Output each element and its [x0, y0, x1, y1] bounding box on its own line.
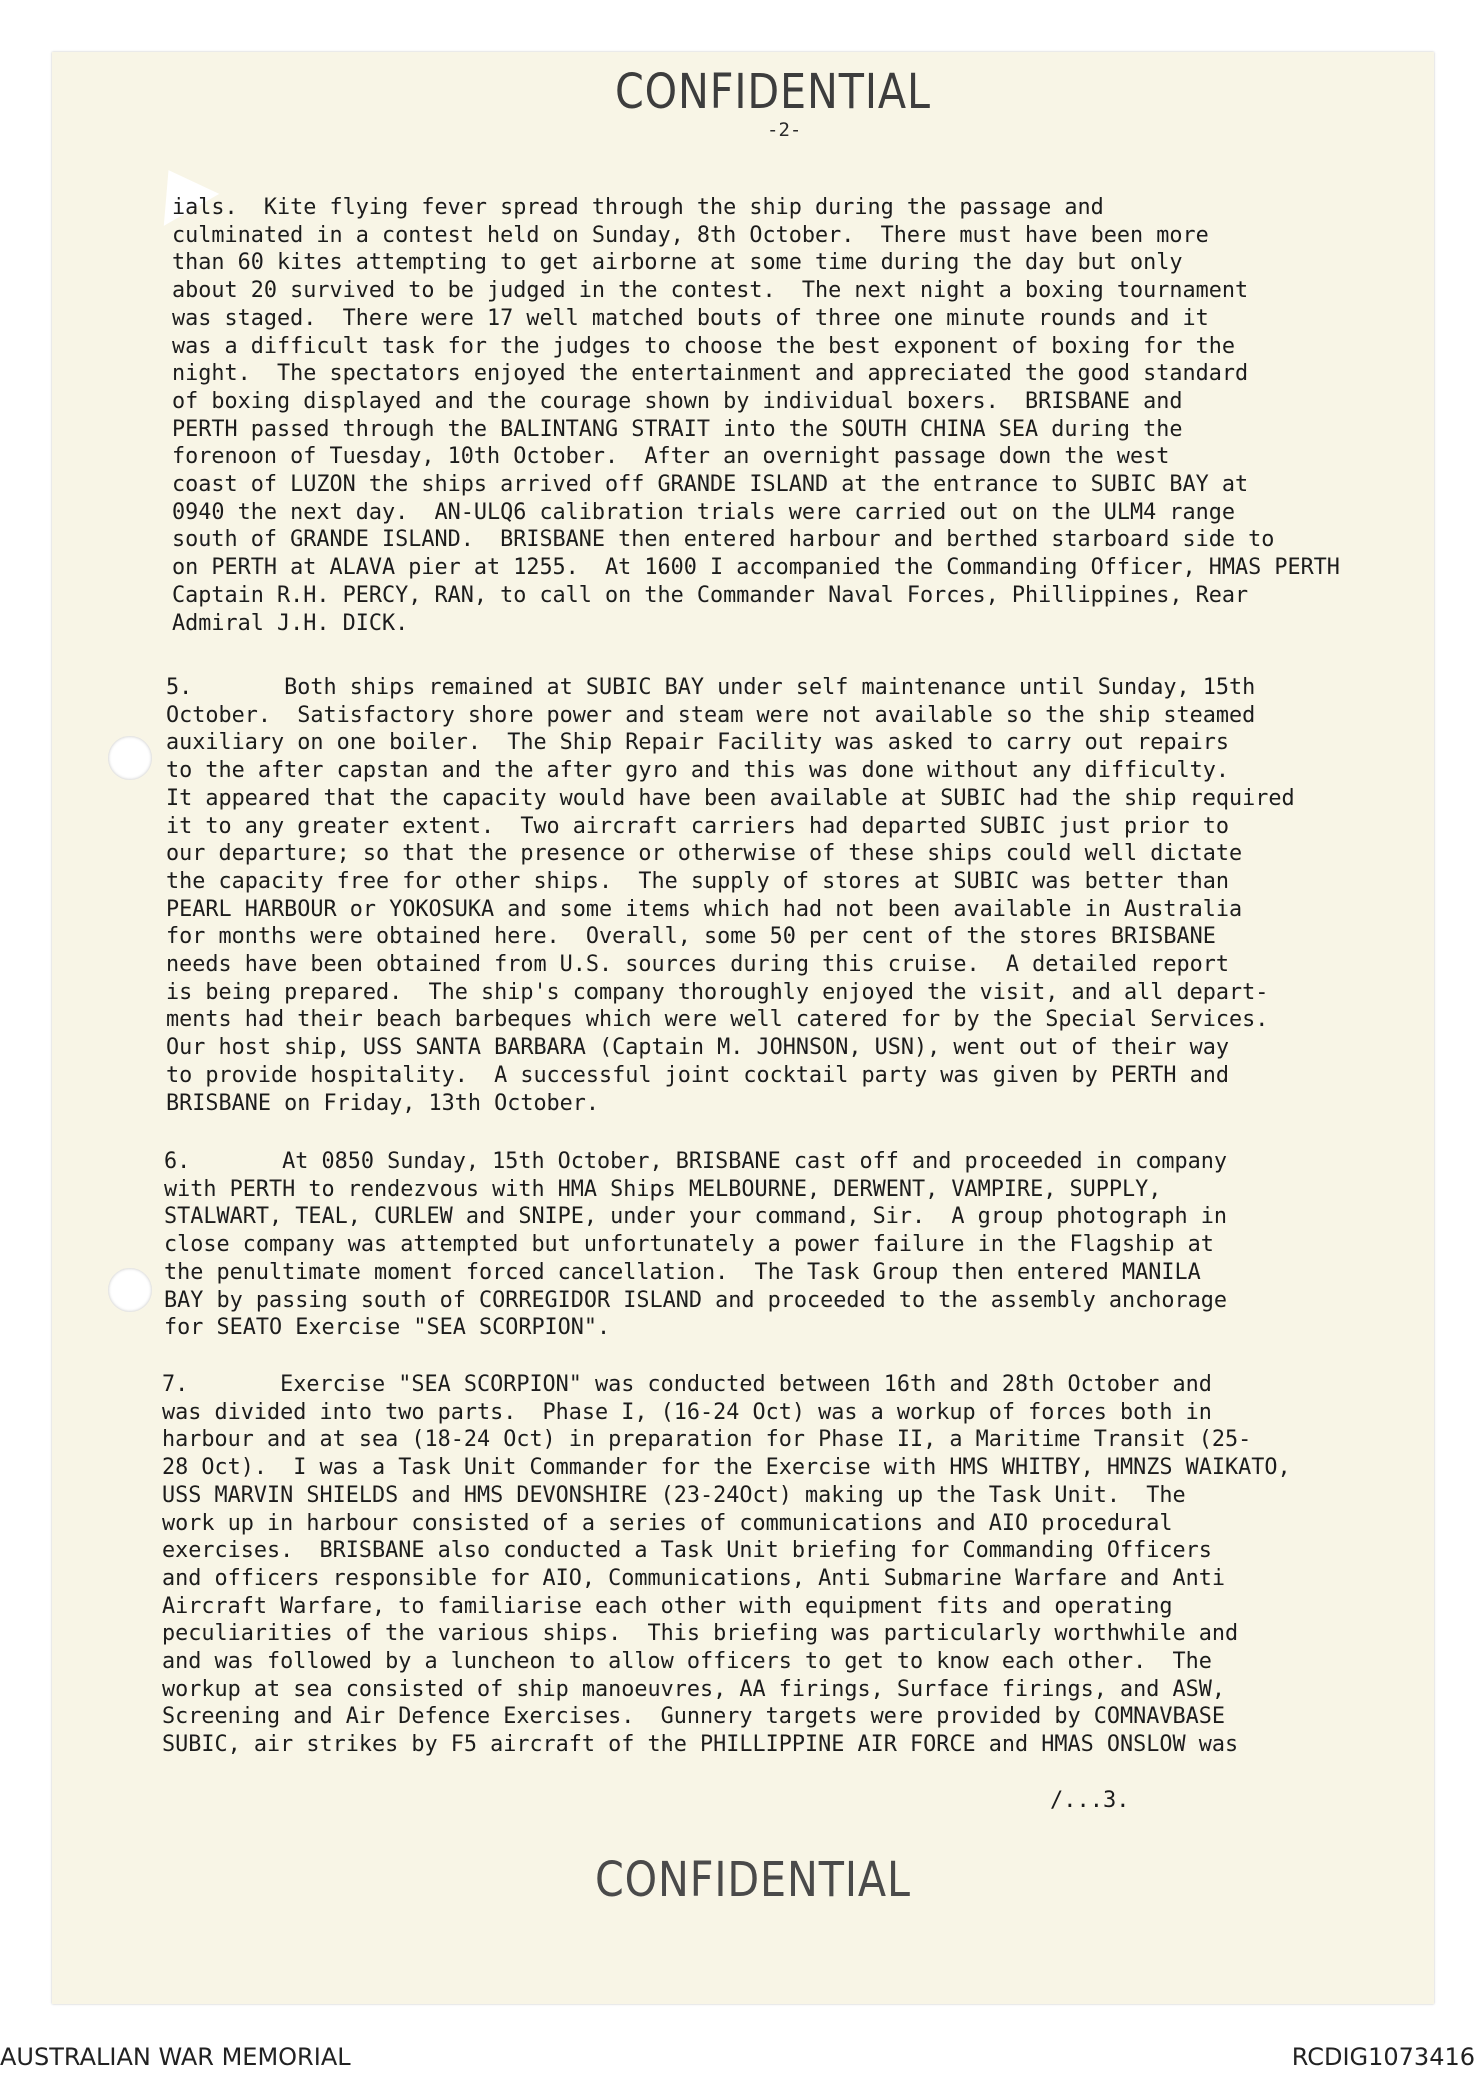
punch-hole-top	[108, 736, 152, 780]
punch-hole-bottom	[108, 1268, 152, 1312]
paragraph-6: 6. At 0850 Sunday, 15th October, BRISBANE cast off and proceeded in company with PERTH to rendezvous with HMA Ships MELBOURNE, DERWENT, VAMPIRE, SUPPLY, STALWART, TEAL, CURLEW and SNIPE, under your command, Sir. A group photograph in close company was attempted but unfortunately a power failure in the Flagship at the penultimate moment forced cancellation. The Task Group then entered MANILA BAY by passing south of CORREGIDOR ISLAND and proceeded to the assembly anchorage for SEATO Exercise "SEA SCORPION".	[164, 1149, 1227, 1341]
paragraph-7: 7. Exercise "SEA SCORPION" was conducted between 16th and 28th October and was divided into two parts. Phase I, (16-24 Oct) was a workup of forces both in harbour and at sea (18-24 Oct) in preparation for Phase II, a Maritime Transit (25- 28 Oct). I was a Task Unit Commander for the Exercise with HMS WHITBY, HMNZS WAIKATO, USS MARVIN SHIELDS and HMS DEVONSHIRE (23-24Oct) making up the Task Unit. The work up in harbour consisted of a series of communications and AIO procedural exercises. BRISBANE also conducted a Task Unit briefing for Commanding Officers and officers responsible for AIO, Communications, Anti Submarine Warfare and Anti Aircraft Warfare, to familiarise each other with equipment fits and operating peculiarities of the various ships. This briefing was particularly worthwhile and and was followed by a luncheon to allow officers to get to know each other. The workup at sea consisted of ship manoeuvres, AA firings, Surface firings, and ASW, Screening and Air Defence Exercises. Gunnery targets were provided by COMNAVBASE SUBIC, air strikes by F5 aircraft of the PHILLIPPINE AIR FORCE and HMAS ONSLOW was	[162, 1372, 1291, 1758]
document-page	[52, 52, 1434, 2004]
confidential-stamp-top: CONFIDENTIAL	[615, 64, 931, 120]
footer-archive-name: AUSTRALIAN WAR MEMORIAL	[0, 2043, 351, 2071]
paragraph-5: 5. Both ships remained at SUBIC BAY under self maintenance until Sunday, 15th October. Satisfactory shore power and steam were not available so the ship steamed auxiliary on one boiler. The Ship Repair Facility was asked to carry out repairs to the after capstan and the after gyro and this was done without any difficulty. It appeared that the capacity would have been available at SUBIC had the ship required it to any greater extent. Two aircraft carriers had departed SUBIC just prior to our departure; so that the presence or otherwise of these ships could well dictate the capacity free for other ships. The supply of stores at SUBIC was better than PEARL HARBOUR or YOKOSUKA and some items which had not been available in Australia for months were obtained here. Overall, some 50 per cent of the stores BRISBANE needs have been obtained from U.S. sources during this cruise. A detailed report is being prepared. The ship's company thoroughly enjoyed the visit, and all depart- ments had their beach barbeques which were well catered for by the Special Services. Our host ship, USS SANTA BARBARA (Captain M. JOHNSON, USN), went out of their way to provide hospitality. A successful joint cocktail party was given by PERTH and BRISBANE on Friday, 13th October.	[166, 675, 1295, 1116]
footer-record-id: RCDIG1073416	[1291, 2043, 1475, 2071]
page-number: -2-	[767, 119, 802, 141]
confidential-stamp-bottom: CONFIDENTIAL	[595, 1852, 911, 1908]
paragraph-continued-trials: ials. Kite flying fever spread through the ship during the passage and culminated in a contest held on Sunday, 8th October. There must have been more than 60 kites attempting to get airborne at some time during the day but only about 20 survived to be judged in the contest. The next night a boxing tournament was staged. There were 17 well matched bouts of three one minute rounds and it was a difficult task for the judges to choose the best exponent of boxing for the night. The spectators enjoyed the entertainment and appreciated the good standard of boxing displayed and the courage shown by individual boxers. BRISBANE and PERTH passed through the BALINTANG STRAIT into the SOUTH CHINA SEA during the forenoon of Tuesday, 10th October. After an overnight passage down the west coast of LUZON the ships arrived off GRANDE ISLAND at the entrance to SUBIC BAY at 0940 the next day. AN-ULQ6 calibration trials were carried out on the ULM4 range south of GRANDE ISLAND. BRISBANE then entered harbour and berthed starboard side to on PERTH at ALAVA pier at 1255. At 1600 I accompanied the Commanding Officer, HMAS PERTH Captain R.H. PERCY, RAN, to call on the Commander Naval Forces, Phillippines, Rear Admiral J.H. DICK.	[172, 195, 1340, 636]
continuation-marker: /...3.	[1050, 1788, 1130, 1813]
